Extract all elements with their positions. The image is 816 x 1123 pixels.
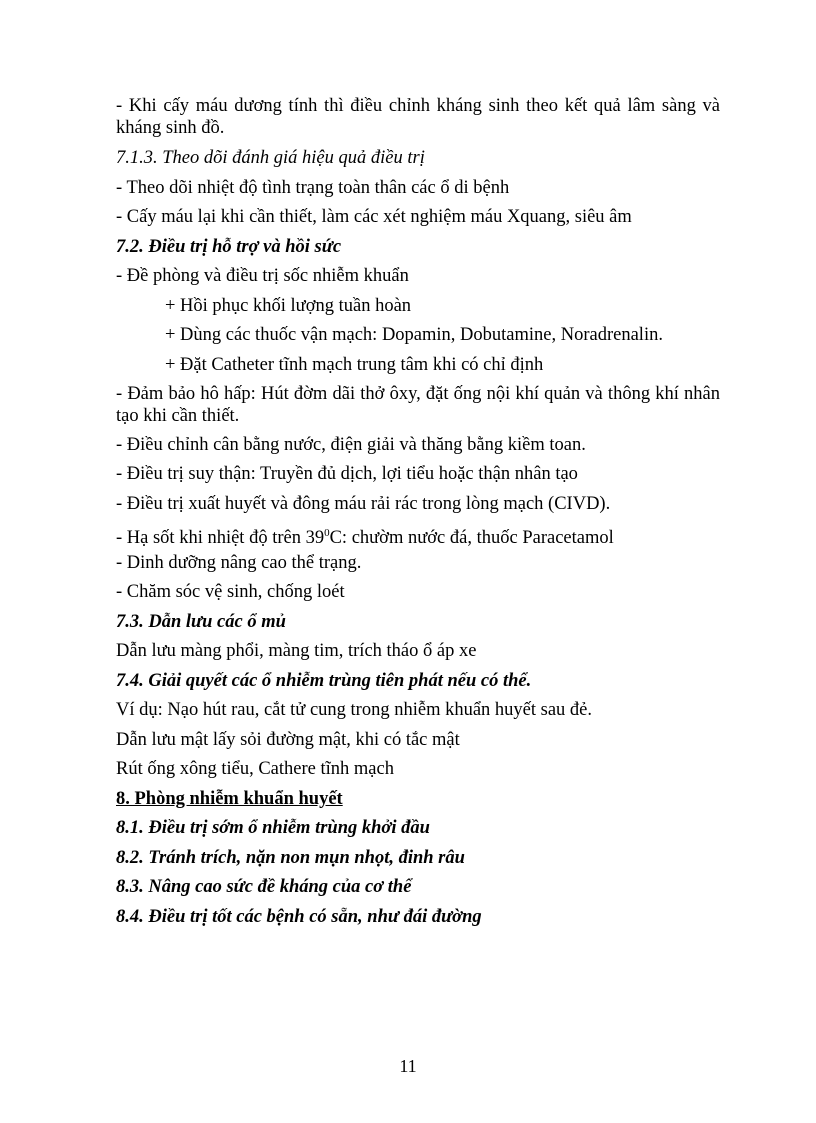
bullet-prevent-septic-shock: - Đề phòng và điều trị sốc nhiễm khuẩn [116, 266, 409, 286]
paragraph-respiration: - Đảm bảo hô hấp: Hút đờm dãi thở ôxy, đặt ống nội khí quản và thông khí nhân tạo khi cần thiết. [116, 384, 720, 426]
heading-7-2: 7.2. Điều trị hỗ trợ và hồi sức [116, 237, 342, 257]
bullet-nutrition: - Dinh dưỡng nâng cao thể trạng. [116, 553, 362, 573]
text-bile-drainage: Dẫn lưu mật lấy sỏi đường mật, khi có tắc mật [116, 730, 460, 750]
degree-superscript: 0 [324, 527, 330, 539]
subheading-7-1-3: 7.1.3. Theo dõi đánh giá hiệu quả điều trị [116, 148, 425, 168]
sub-bullet-central-catheter: + Đặt Catheter tĩnh mạch trung tâm khi có chỉ định [165, 355, 544, 375]
fever-text-end: C: chườm nước đá, thuốc Paracetamol [329, 528, 614, 549]
heading-8: 8. Phòng nhiễm khuẩn huyết [116, 789, 343, 809]
heading-8-4: 8.4. Điều trị tốt các bệnh có sẵn, như đái đường [116, 907, 482, 927]
bullet-monitor-temperature: - Theo dõi nhiệt độ tình trạng toàn thân các ổ di bệnh [116, 178, 510, 198]
bullet-fluid-balance: - Điều chỉnh cân bằng nước, điện giải và thăng bằng kiềm toan. [116, 435, 586, 455]
text-catheter-removal: Rút ống xông tiểu, Cathere tĩnh mạch [116, 759, 394, 779]
sub-bullet-vasopressors: + Dùng các thuốc vận mạch: Dopamin, Dobutamine, Noradrenalin. [165, 325, 663, 345]
heading-8-2: 8.2. Tránh trích, nặn non mụn nhọt, đinh râu [116, 848, 465, 868]
text-drainage: Dẫn lưu màng phổi, màng tim, trích tháo ổ áp xe [116, 641, 477, 661]
bullet-renal-failure: - Điều trị suy thận: Truyền đủ dịch, lợi tiểu hoặc thận nhân tạo [116, 464, 578, 484]
heading-7-4: 7.4. Giải quyết các ổ nhiễm trùng tiên phát nếu có thể. [116, 671, 532, 691]
bullet-civd: - Điều trị xuất huyết và đông máu rải rác trong lòng mạch (CIVD). [116, 494, 611, 514]
fever-text-start: - Hạ sốt khi nhiệt độ trên 39 [116, 528, 325, 549]
bullet-fever-reduction [116, 522, 720, 549]
heading-8-3: 8.3. Nâng cao sức đề kháng của cơ thể [116, 877, 412, 897]
bullet-hygiene: - Chăm sóc vệ sinh, chống loét [116, 582, 345, 602]
paragraph-blood-culture: - Khi cấy máu dương tính thì điều chỉnh kháng sinh theo kết quả lâm sàng và kháng sinh đồ. [116, 96, 720, 138]
page-number: 11 [399, 1056, 417, 1076]
heading-7-3: 7.3. Dẫn lưu các ổ mủ [116, 612, 286, 632]
text-example: Ví dụ: Nạo hút rau, cắt tử cung trong nhiễm khuẩn huyết sau đẻ. [116, 700, 593, 720]
heading-8-1: 8.1. Điều trị sớm ổ nhiễm trùng khởi đầu [116, 818, 430, 838]
bullet-reculture-blood: - Cấy máu lại khi cần thiết, làm các xét nghiệm máu Xquang, siêu âm [116, 207, 632, 227]
sub-bullet-restore-volume: + Hồi phục khối lượng tuần hoàn [165, 296, 412, 316]
